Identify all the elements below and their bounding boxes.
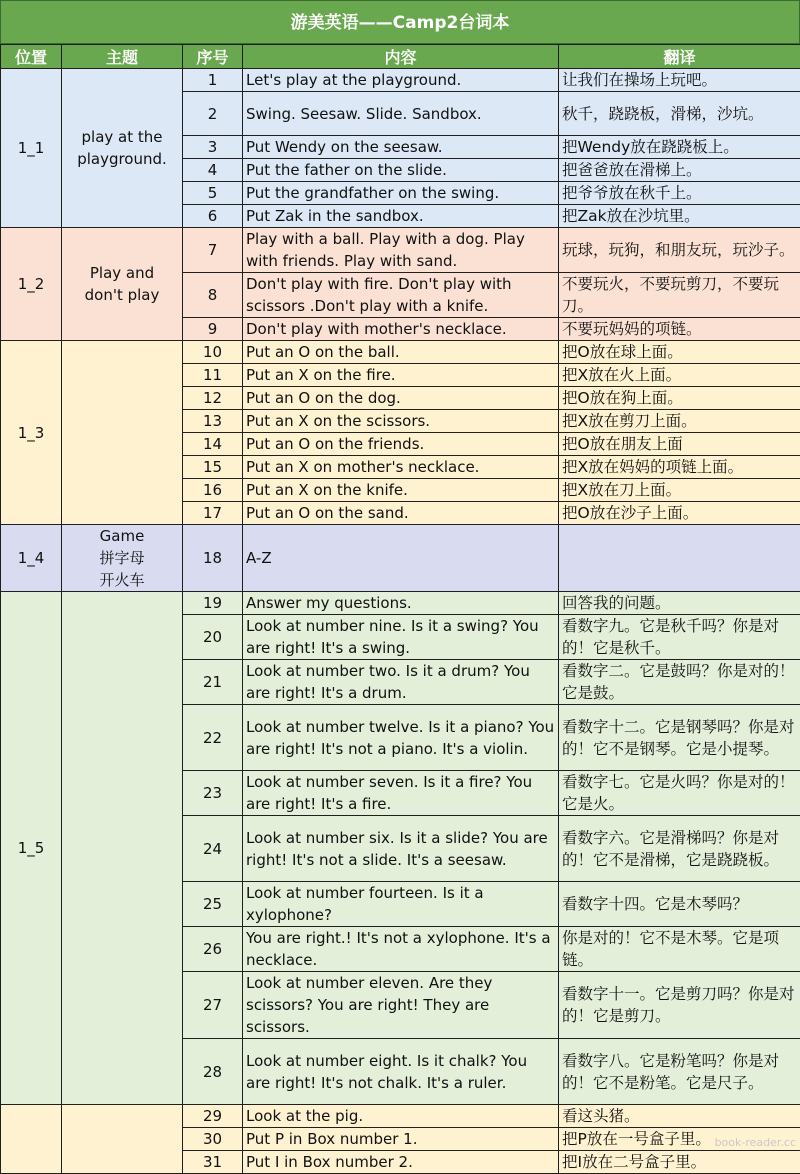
number-cell: 10 [183,341,243,364]
translation-cell: 把爷爷放在秋千上。 [559,182,800,205]
content-cell: Put Wendy on the seesaw. [243,136,559,159]
topic-cell [62,1105,183,1174]
watermark: book-reader.cc [715,1136,796,1149]
number-cell: 15 [183,456,243,479]
translation-cell: 把I放在二号盒子里。 [559,1151,800,1174]
number-cell: 4 [183,159,243,182]
position-cell: 1_3 [1,341,62,525]
table-row [1,228,800,273]
number-cell: 2 [183,92,243,136]
number-cell: 30 [183,1128,243,1151]
content-cell: Look at number twelve. Is it a piano? You are right! It's not a piano. It's a violin. [243,705,559,771]
number-cell: 1 [183,69,243,92]
translation-cell: 看数字八。它是粉笔吗？你是对的！它不是粉笔。它是尺子。 [559,1039,800,1105]
table-row [1,592,800,615]
content-cell: Put an O on the sand. [243,502,559,525]
topic-cell: Play and don't play [62,228,183,341]
translation-cell: 看数字十四。它是木琴吗？ [559,882,800,927]
number-cell: 21 [183,660,243,705]
content-cell: Don't play with fire. Don't play with scissors .Don't play with a knife. [243,273,559,318]
content-cell: Play with a ball. Play with a dog. Play with friends. Play with sand. [243,228,559,273]
content-cell: Put an O on the dog. [243,387,559,410]
translation-cell: 把Wendy放在跷跷板上。 [559,136,800,159]
content-cell: Look at the pig. [243,1105,559,1128]
content-cell: Don't play with mother's necklace. [243,318,559,341]
header-content: 内容 [243,45,559,69]
header-row [1,45,800,69]
content-cell: Put I in Box number 2. [243,1151,559,1174]
topic-cell: Game 拼字母 开火车 [62,525,183,592]
content-cell: Swing. Seesaw. Slide. Sandbox. [243,92,559,136]
translation-cell: 看这头猪。 [559,1105,800,1128]
content-cell: Put an X on the scissors. [243,410,559,433]
number-cell: 5 [183,182,243,205]
content-cell: Put the grandfather on the swing. [243,182,559,205]
translation-cell [559,525,800,592]
content-cell: Put an O on the friends. [243,433,559,456]
number-cell: 31 [183,1151,243,1174]
content-cell: Put an X on the knife. [243,479,559,502]
content-cell: Put Zak in the sandbox. [243,205,559,228]
header-position: 位置 [1,45,62,69]
number-cell: 11 [183,364,243,387]
translation-cell: 看数字十二。它是钢琴吗？你是对的！它不是钢琴。它是小提琴。 [559,705,800,771]
translation-cell: 看数字十一。它是剪刀吗？你是对的！它是剪刀。 [559,972,800,1039]
header-number: 序号 [183,45,243,69]
topic-cell [62,341,183,525]
number-cell: 23 [183,771,243,816]
translation-cell: 把X放在火上面。 [559,364,800,387]
position-cell: 1_5 [1,592,62,1105]
translation-cell: 把Zak放在沙坑里。 [559,205,800,228]
script-table [0,44,800,1174]
content-cell: Put the father on the slide. [243,159,559,182]
number-cell: 8 [183,273,243,318]
number-cell: 20 [183,615,243,660]
number-cell: 19 [183,592,243,615]
content-cell: Look at number nine. Is it a swing? You are right! It's a swing. [243,615,559,660]
number-cell: 7 [183,228,243,273]
number-cell: 29 [183,1105,243,1128]
table-row [1,69,800,92]
content-cell: Look at number fourteen. Is it a xylophone? [243,882,559,927]
content-cell: Look at number eleven. Are they scissors? You are right! They are scissors. [243,972,559,1039]
position-cell [1,1105,62,1174]
translation-cell: 把X放在剪刀上面。 [559,410,800,433]
position-cell: 1_4 [1,525,62,592]
content-cell: Look at number seven. Is it a fire? You are right! It's a fire. [243,771,559,816]
number-cell: 24 [183,816,243,882]
number-cell: 17 [183,502,243,525]
translation-cell: 看数字二。它是鼓吗？你是对的！它是鼓。 [559,660,800,705]
translation-cell: 看数字七。它是火吗？你是对的！它是火。 [559,771,800,816]
translation-cell: 把O放在沙子上面。 [559,502,800,525]
header-topic: 主题 [62,45,183,69]
number-cell: 6 [183,205,243,228]
translation-cell: 把O放在球上面。 [559,341,800,364]
number-cell: 16 [183,479,243,502]
header-translation: 翻译 [559,45,800,69]
content-cell: Look at number six. Is it a slide? You are right! It's not a slide. It's a seesaw. [243,816,559,882]
number-cell: 13 [183,410,243,433]
translation-cell: 不要玩妈妈的项链。 [559,318,800,341]
translation-cell: 把爸爸放在滑梯上。 [559,159,800,182]
translation-cell: 看数字六。它是滑梯吗？你是对的！它不是滑梯，它是跷跷板。 [559,816,800,882]
number-cell: 18 [183,525,243,592]
table-row [1,1105,800,1128]
translation-cell: 把X放在刀上面。 [559,479,800,502]
translation-cell: 你是对的！它不是木琴。它是项链。 [559,927,800,972]
content-cell: Look at number two. Is it a drum? You are right! It's a drum. [243,660,559,705]
content-cell: Look at number eight. Is it chalk? You are right! It's not chalk. It's a ruler. [243,1039,559,1105]
content-cell: Put an X on the fire. [243,364,559,387]
translation-cell: 不要玩火，不要玩剪刀，不要玩刀。 [559,273,800,318]
translation-cell: 回答我的问题。 [559,592,800,615]
translation-cell: 把X放在妈妈的项链上面。 [559,456,800,479]
number-cell: 26 [183,927,243,972]
translation-cell: 把P放在一号盒子里。 [559,1128,800,1151]
translation-cell: 秋千，跷跷板，滑梯，沙坑。 [559,92,800,136]
position-cell: 1_1 [1,69,62,228]
topic-cell: play at the playground. [62,69,183,228]
table-row [1,525,800,592]
page-title: 游美英语——Camp2台词本 [0,0,800,44]
content-cell: You are right.! It's not a xylophone. It's a necklace. [243,927,559,972]
content-cell: A-Z [243,525,559,592]
position-cell: 1_2 [1,228,62,341]
number-cell: 25 [183,882,243,927]
translation-cell: 把O放在朋友上面 [559,433,800,456]
number-cell: 12 [183,387,243,410]
translation-cell: 把O放在狗上面。 [559,387,800,410]
translation-cell: 看数字九。它是秋千吗？你是对的！它是秋千。 [559,615,800,660]
number-cell: 3 [183,136,243,159]
number-cell: 27 [183,972,243,1039]
translation-cell: 让我们在操场上玩吧。 [559,69,800,92]
content-cell: Let's play at the playground. [243,69,559,92]
content-cell: Put an X on mother's necklace. [243,456,559,479]
number-cell: 22 [183,705,243,771]
number-cell: 9 [183,318,243,341]
table-row [1,341,800,364]
content-cell: Put an O on the ball. [243,341,559,364]
content-cell: Put P in Box number 1. [243,1128,559,1151]
content-cell: Answer my questions. [243,592,559,615]
topic-cell [62,592,183,1105]
translation-cell: 玩球，玩狗，和朋友玩，玩沙子。 [559,228,800,273]
number-cell: 28 [183,1039,243,1105]
number-cell: 14 [183,433,243,456]
